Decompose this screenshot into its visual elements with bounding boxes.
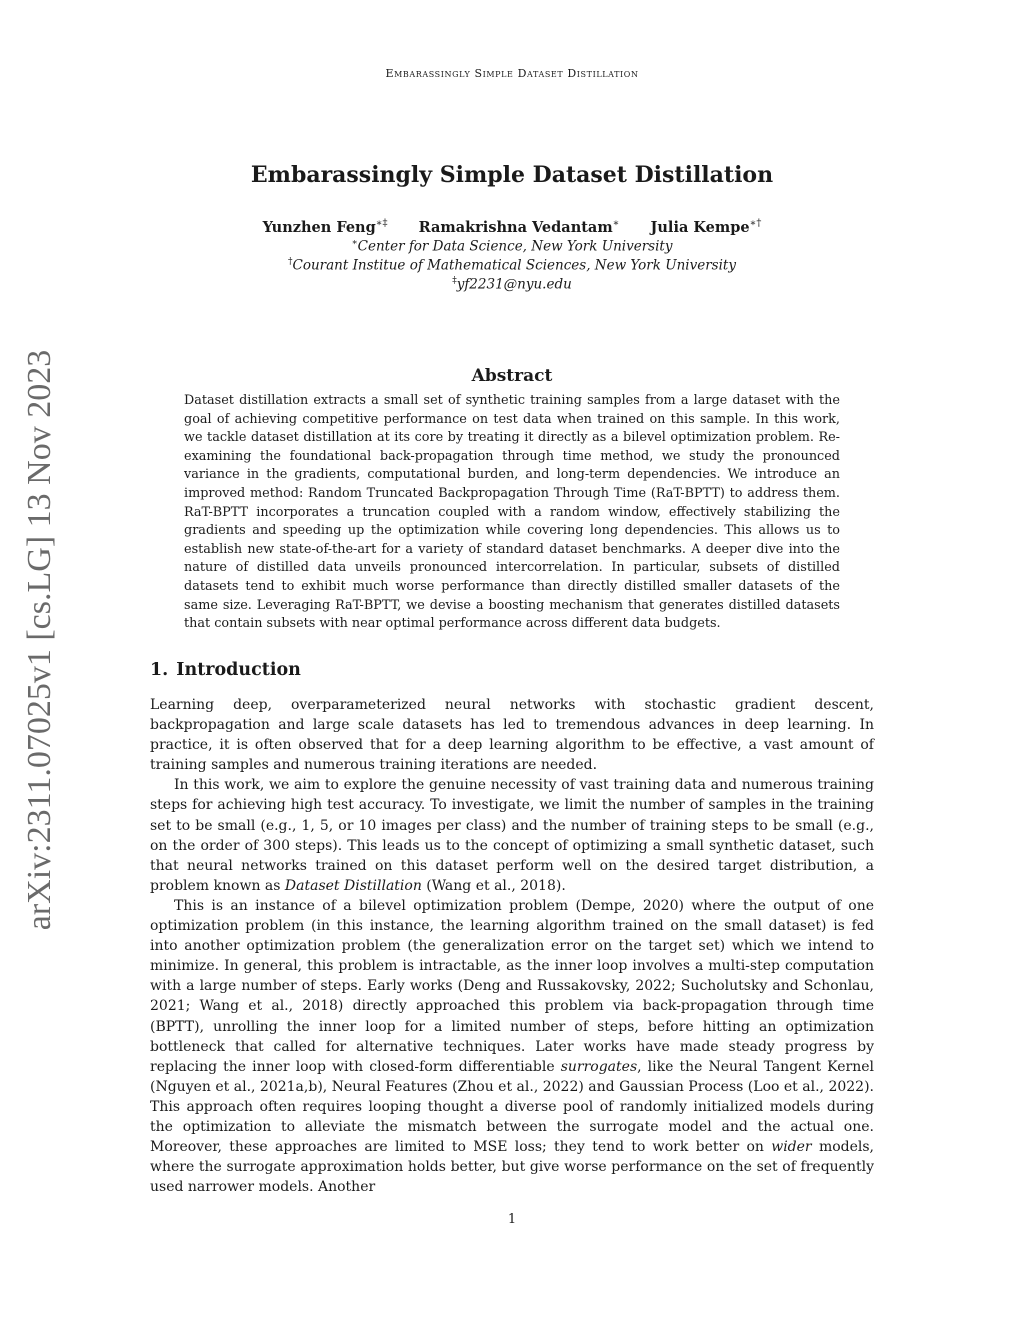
author: Julia Kempe∗† <box>650 218 762 236</box>
paragraph: This is an instance of a bilevel optimization problem (Dempe, 2020) where the output of one optimization problem (in this instance, the learning algorithm trained on the small dataset) is fed into another optimization problem (the generalization error on the target set) which we intend to minimize. In general, this problem is intractable, as the inner loop involves a multi-step computation with a large number of steps. Early works (Deng and Russakovsky, 2022; Sucholutsky and Schonlau, 2021; Wang et al., 2018) directly approached this problem via back-propagation through time (BPTT), unrolling the inner loop for a limited number of steps, before hitting an optimization bottleneck that called for alternative techniques. Later works have made steady progress by replacing the inner loop with closed-form differentiable surrogates, like the Neural Tangent Kernel (Nguyen et al., 2021a,b), Neural Features (Zhou et al., 2022) and Gaussian Process (Loo et al., 2022). This approach often requires looping thought a diverse pool of randomly initialized models during the optimization to alleviate the mismatch between the surrogate model and the actual one. Moreover, these approaches are limited to MSE loss; they tend to work better on wider models, where the surrogate approximation holds better, but give worse performance on the set of frequently used narrower models. Another <box>150 897 875 1196</box>
running-header: Embarassingly Simple Dataset Distillation <box>385 67 639 80</box>
abstract-text: Dataset distillation extracts a small set of synthetic training samples from a large dataset with the goal of achieving competitive performance on test data when trained on this sample. In this work, we tackle dataset distillation at its core by treating it directly as a bilevel optimization problem. Re-examining the foundational back-propagation through time method, we study the pronounced variance in the gradients, computational burden, and long-term dependencies. We introduce an improved method: Random Truncated Backpropagation Through Time (RaT-BPTT) to address them. RaT-BPTT incorporates a truncation coupled with a random window, effectively stabilizing the gradients and speeding up the optimization while covering long dependencies. This allows us to establish new state-of-the-art for a variety of standard dataset benchmarks. A deeper dive into the nature of distilled data unveils pronounced intercorrelation. In particular, subsets of distilled datasets tend to exhibit much worse performance than directly distilled smaller datasets of the same size. Leveraging RaT-BPTT, we devise a boosting mechanism that generates distilled datasets that contain subsets with near optimal performance across different data budgets. <box>184 393 840 632</box>
author: Ramakrishna Vedantam∗ <box>418 218 620 236</box>
affiliation: ∗Center for Data Science, New York University <box>351 238 673 255</box>
paragraph: In this work, we aim to explore the genuine necessity of vast training data and numerous training steps for achieving high test accuracy. To investigate, we limit the number of samples in the training set to be small (e.g., 1, 5, or 10 images per class) and the number of training steps to be small (e.g., on the order of 300 steps). This leads us to the concept of optimizing a small synthetic dataset, such that neural networks trained on this dataset perform well on the desired target distribution, a problem known as Dataset Distillation (Wang et al., 2018). <box>150 777 874 894</box>
section-heading: 1. Introduction <box>150 660 301 680</box>
author-email: ‡yf2231@nyu.edu <box>452 276 572 293</box>
author: Yunzhen Feng∗‡ <box>262 218 388 236</box>
page-number: 1 <box>507 1212 517 1227</box>
arxiv-stamp: arXiv:2311.07025v1 [cs.LG] 13 Nov 2023 <box>21 349 58 931</box>
paragraph: Learning deep, overparameterized neural networks with stochastic gradient descent, backpropagation and large scale datasets has led to tremendous advances in deep learning. In practice, it is often observed that for a deep learning algorithm to be effective, a vast amount of training samples and numerous training iterations are needed. <box>150 697 874 774</box>
author-list <box>0 218 1024 236</box>
affiliation: †Courant Institue of Mathematical Sciences, New York University <box>288 257 736 274</box>
paper-title: Embarassingly Simple Dataset Distillation <box>250 162 774 188</box>
abstract-heading: Abstract <box>471 366 553 386</box>
introduction-body <box>150 695 874 1197</box>
